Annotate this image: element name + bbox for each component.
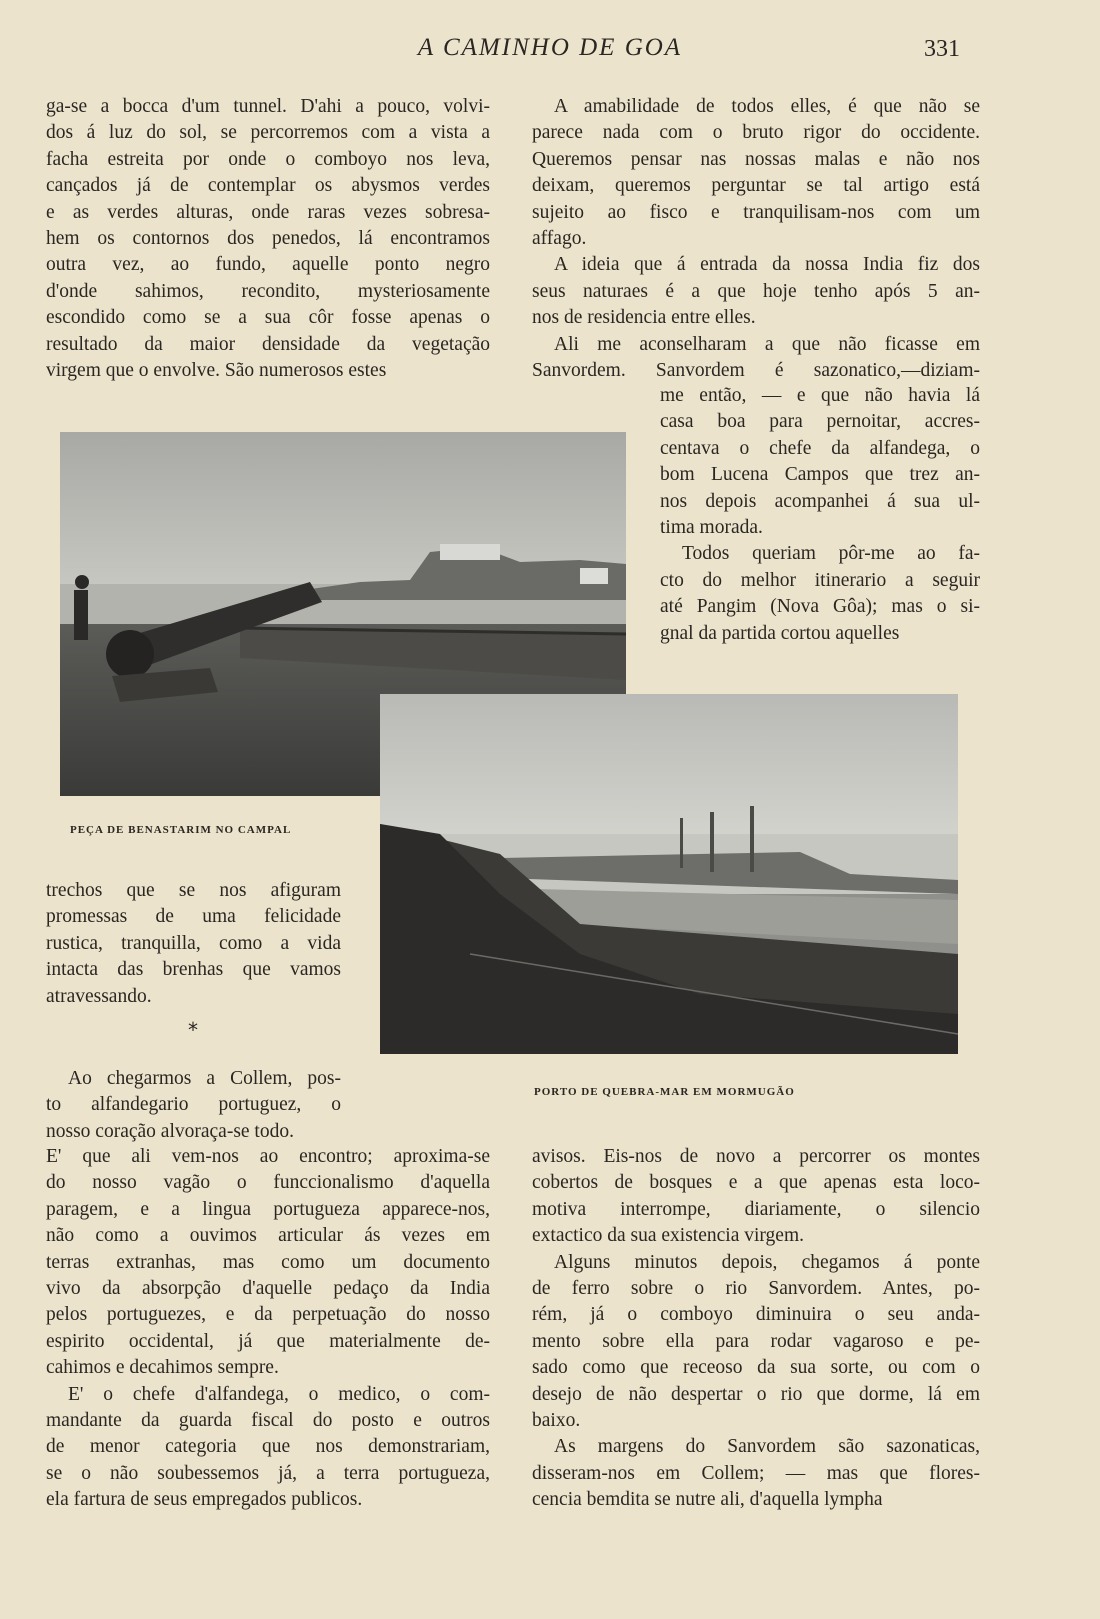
text-line: Todos queriam pôr-me ao fa-	[682, 543, 980, 565]
text-line: intacta das brenhas que vamos	[46, 959, 341, 981]
text-line: cencia bemdita se nutre ali, d'aquella lympha	[532, 1489, 883, 1511]
text-line: ga-se a bocca d'um tunnel. D'ahi a pouco, volvi-	[46, 96, 490, 117]
caption-photo-cannon: PEÇA DE BENASTARIM NO CAMPAL	[70, 824, 292, 836]
text-line: d'onde sahimos, recondito, mysteriosamente	[46, 280, 490, 302]
text-column-left-top	[46, 94, 490, 384]
text-line: avisos. Eis-nos de novo a percorrer os montes	[532, 1146, 980, 1167]
text-line: se o não soubessemos já, a terra portugueza,	[46, 1462, 490, 1484]
text-line: promessas de uma felicidade	[46, 906, 341, 928]
text-line: A ideia que á entrada da nossa India fiz dos	[554, 254, 980, 276]
text-line: escondido como se a sua côr fosse apenas o	[46, 307, 490, 329]
caption-photo-harbour: PORTO DE QUEBRA-MAR EM MORMUGÃO	[534, 1086, 795, 1098]
running-header-title: A CAMINHO DE GOA	[417, 34, 683, 61]
text-column-left-bottom	[46, 1144, 490, 1513]
text-line: desejo de não despertar o rio que dorme, lá em	[532, 1383, 980, 1405]
text-line: hem os contornos dos penedos, lá encontramos	[46, 227, 490, 249]
text-line: E' o chefe d'alfandega, o medico, o com-	[68, 1383, 490, 1405]
text-line: extactico da sua existencia virgem.	[532, 1225, 804, 1247]
text-line: affago.	[532, 227, 587, 249]
text-column-right-top	[532, 94, 980, 384]
text-line: terras extranhas, mas como um documento	[46, 1251, 490, 1273]
text-line: rustica, tranquilla, como a vida	[46, 932, 341, 954]
text-line: casa boa para pernoitar, accres-	[660, 411, 980, 433]
text-line: sado como que receoso da sua sorte, ou com o	[532, 1357, 980, 1379]
text-line: to alfandegario portuguez, o	[46, 1094, 341, 1116]
section-separator: *	[188, 1018, 198, 1042]
text-line: me então, — e que não havia lá	[660, 385, 980, 406]
text-line: até Pangim (Nova Gôa); mas o si-	[660, 596, 980, 618]
text-line: facha estreita por onde o comboyo nos leva,	[46, 148, 490, 170]
text-line: sujeito ao fisco e tranquilisam-nos com um	[532, 201, 980, 223]
text-line: vivo da absorpção d'aquelle pedaço da India	[46, 1277, 490, 1299]
text-line: cahimos e decahimos sempre.	[46, 1357, 279, 1379]
text-line: atravessando.	[46, 985, 152, 1007]
text-line: nos depois acompanhei á sua ul-	[660, 490, 980, 512]
text-line: rém, já o comboyo diminuira o seu anda-	[532, 1304, 980, 1326]
text-line: cançados já de contemplar os abysmos verdes	[46, 175, 490, 197]
text-line: bom Lucena Campos que trez an-	[660, 464, 980, 486]
text-line: Sanvordem. Sanvordem é sazonatico,—diziam-	[532, 359, 980, 381]
text-line: do nosso vagão o funccionalismo d'aquella	[46, 1172, 490, 1194]
text-line: deixam, queremos perguntar se tal artigo está	[532, 175, 980, 197]
text-line: Queremos pensar nas nossas malas e não nos	[532, 148, 980, 170]
text-column-left-narrow	[46, 878, 341, 1010]
text-line: trechos que se nos afiguram	[46, 880, 341, 901]
text-line: Ali me aconselharam a que não ficasse em	[554, 333, 980, 355]
text-line: espirito occidental, já que materialmente de-	[46, 1330, 490, 1352]
text-column-right-narrow	[660, 383, 980, 647]
text-line: paragem, e a lingua portugueza apparece-nos,	[46, 1198, 490, 1220]
text-line: A amabilidade de todos elles, é que não se	[554, 96, 980, 117]
page-number: 331	[924, 36, 960, 62]
text-line: Alguns minutos depois, chegamos á ponte	[554, 1251, 980, 1273]
text-line: cobertos de bosques e a que apenas esta loco-	[532, 1172, 980, 1194]
text-line: baixo.	[532, 1409, 581, 1431]
text-line: outra vez, ao fundo, aquelle ponto negro	[46, 254, 490, 276]
text-line: centava o chefe da alfandega, o	[660, 437, 980, 459]
text-line: de ferro sobre o rio Sanvordem. Antes, po-	[532, 1277, 980, 1299]
text-line: ela fartura de seus empregados publicos.	[46, 1489, 363, 1511]
text-line: disseram-nos em Collem; — mas que flores-	[532, 1462, 980, 1484]
text-line: e as verdes alturas, onde raras vezes sobresa-	[46, 201, 490, 223]
text-line: não como a ouvimos articular ás vezes em	[46, 1225, 490, 1247]
text-line: parece nada com o bruto rigor do occidente.	[532, 122, 980, 144]
text-line: dos á luz do sol, se percorremos com a vista a	[46, 122, 490, 144]
text-column-right-bottom	[532, 1144, 980, 1513]
text-line: virgem que o envolve. São numerosos estes	[46, 359, 387, 381]
text-line: de menor categoria que nos demonstrariam,	[46, 1436, 490, 1458]
text-line: As margens do Sanvordem são sazonaticas,	[554, 1436, 980, 1458]
photo-harbour-mormugao	[380, 694, 958, 1054]
text-line: E' que ali vem-nos ao encontro; aproxima-se	[46, 1146, 490, 1167]
text-line: mento sobre ella para rodar vagaroso e pe-	[532, 1330, 980, 1352]
text-line: mandante da guarda fiscal do posto e outros	[46, 1409, 490, 1431]
text-line: pelos portuguezes, e da perpetuação do nosso	[46, 1304, 490, 1326]
photo-harbour-image	[380, 694, 958, 1054]
text-line: gnal da partida cortou aquelles	[660, 622, 900, 644]
text-line: cto do melhor itinerario a seguir	[660, 569, 980, 591]
text-line: Ao chegarmos a Collem, pos-	[68, 1068, 341, 1089]
text-line: tima morada.	[660, 516, 763, 538]
text-column-left-narrow-2	[46, 1066, 341, 1145]
text-line: nosso coração alvoraça-se todo.	[46, 1120, 294, 1142]
text-line: seus naturaes é a que hoje tenho após 5 an-	[532, 280, 980, 302]
text-line: motiva interrompe, diariamente, o silencio	[532, 1198, 980, 1220]
text-line: resultado da maior densidade da vegetação	[46, 333, 490, 355]
text-line: nos de residencia entre elles.	[532, 307, 756, 329]
